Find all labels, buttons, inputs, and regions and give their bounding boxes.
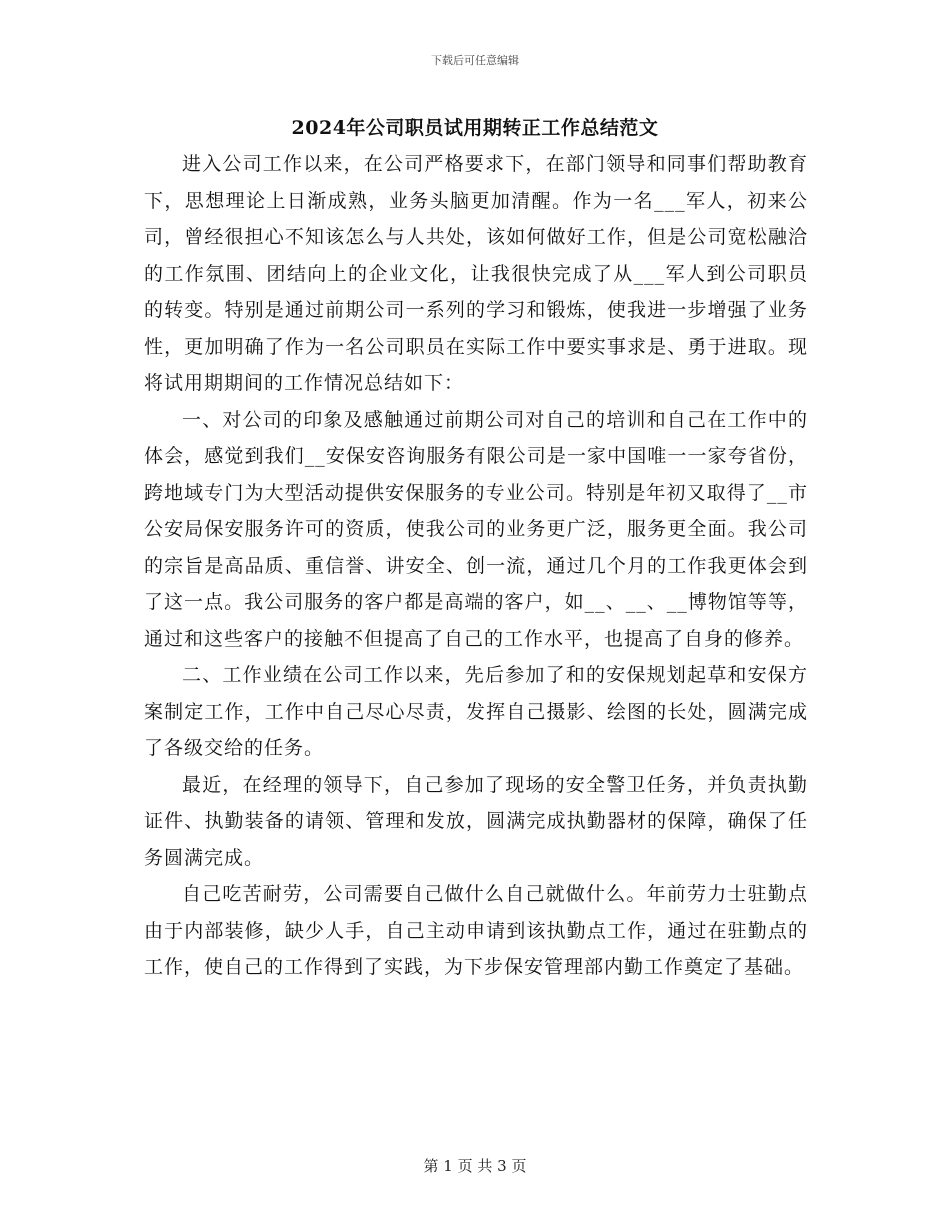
paragraph-section-two: 二、工作业绩在公司工作以来，先后参加了和的安保规划起草和安保方案制定工作，工作中自己尽心尽责，发挥自己摄影、绘图的长处，圆满完成了各级交给的任务。 (144, 664, 808, 759)
page-header-note: 下载后可任意编辑 (431, 54, 519, 67)
paragraph-section-one: 一、对公司的印象及感触通过前期公司对自己的培训和自己在工作中的体会，感觉到我们__安保安咨询服务有限公司是一家中国唯一一家夸省份，跨地域专门为大型活动提供安保服务的专业公司。特别是年初又取得了__市公安局保安服务许可的资质，使我公司的业务更广泛，服务更全面。我公司的宗旨是高品质、重信誉、讲安全、创一流，通过几个月的工作我更体会到了这一点。我公司服务的客户都是高端的客户，如__、__、__博物馆等等，通过和这些客户的接触不但提高了自己的工作水平，也提高了自身的修养。 (144, 408, 808, 650)
document-title: 2024年公司职员试用期转正工作总结范文 (291, 117, 659, 139)
page-number: 第 1 页 共 3 页 (423, 1157, 527, 1175)
document-body (144, 146, 808, 986)
paragraph-intro: 进入公司工作以来，在公司严格要求下，在部门领导和同事们帮助教育下，思想理论上日渐成熟，业务头脑更加清醒。作为一名___军人，初来公司，曾经很担心不知该怎么与人共处，该如何做好工作，但是公司宽松融洽的工作氛围、团结向上的企业文化，让我很快完成了从___军人到公司职员的转变。特别是通过前期公司一系列的学习和锻炼，使我进一步增强了业务性，更加明确了作为一名公司职员在实际工作中要实事求是、勇于进取。现将试用期期间的工作情况总结如下： (144, 153, 808, 394)
paragraph-recent-work: 最近，在经理的领导下，自己参加了现场的安全警卫任务，并负责执勤证件、执勤装备的请领、管理和发放，圆满完成执勤器材的保障，确保了任务圆满完成。 (144, 773, 808, 869)
paragraph-hardworking: 自己吃苦耐劳，公司需要自己做什么自己就做什么。年前劳力士驻勤点由于内部装修，缺少人手，自己主动申请到该执勤点工作，通过在驻勤点的工作，使自己的工作得到了实践，为下步保安管理部内勤工作奠定了基础。 (144, 883, 808, 978)
